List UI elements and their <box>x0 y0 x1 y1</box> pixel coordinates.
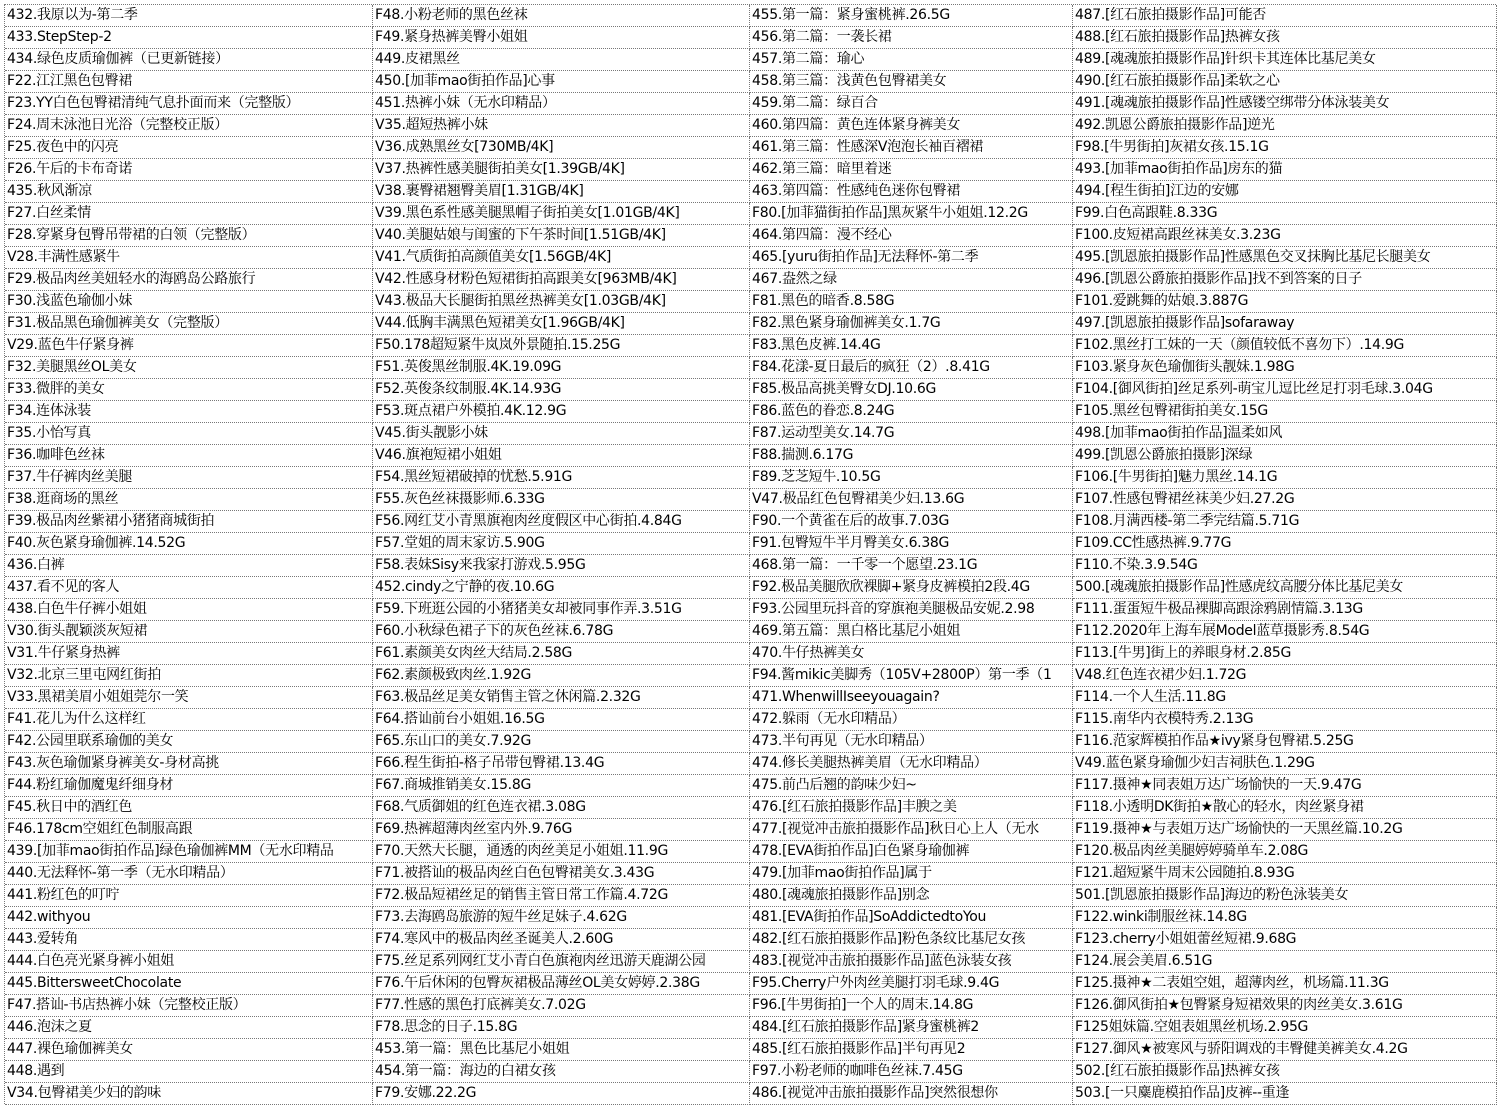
table-cell: F75.丝足系列网红艾小青白色旗袍肉丝迅游天鹿湖公园 <box>373 951 750 973</box>
table-cell: 482.[红石旅拍摄影作品]粉色条纹比基尼女孩 <box>750 929 1073 951</box>
table-cell: F23.YY白色包臀裙清纯气息扑面而来（完整版） <box>5 93 373 115</box>
table-cell: F28.穿紧身包臀吊带裙的白领（完整版） <box>5 225 373 247</box>
table-cell: F59.下班逛公园的小猪猪美女却被同事作弄.3.51G <box>373 599 750 621</box>
table-cell: V47.极品红色包臀裙美少妇.13.6G <box>750 489 1073 511</box>
table-cell: F74.寒风中的极品肉丝圣诞美人.2.60G <box>373 929 750 951</box>
table-cell: F30.浅蓝色瑜伽小妹 <box>5 291 373 313</box>
table-cell: 438.白色牛仔裤小姐姐 <box>5 599 373 621</box>
table-cell: F109.CC性感热裤.9.77G <box>1073 533 1497 555</box>
table-cell: 503.[一只麋鹿模拍作品]皮裤--重逢 <box>1073 1083 1497 1105</box>
table-cell: V37.热裤性感美腿街拍美女[1.39GB/4K] <box>373 159 750 181</box>
table-cell: 443.爱转角 <box>5 929 373 951</box>
table-cell: 469.第五篇：黑白格比基尼小姐姐 <box>750 621 1073 643</box>
table-cell: 495.[凯恩旅拍摄影作品]性感黑色交叉抹胸比基尼长腿美女 <box>1073 247 1497 269</box>
table-cell: F126.御风街拍★包臀紧身短裙效果的肉丝美女.3.61G <box>1073 995 1497 1017</box>
table-cell: 463.第四篇：性感纯色迷你包臀裙 <box>750 181 1073 203</box>
table-cell: F54.黑丝短裙破掉的忧愁.5.91G <box>373 467 750 489</box>
table-cell: 484.[红石旅拍摄影作品]紧身蜜桃裤2 <box>750 1017 1073 1039</box>
table-cell: F22.江江黑色包臀裙 <box>5 71 373 93</box>
table-cell: F92.极品美腿欣欣裸脚+紧身皮裤模拍2段.4G <box>750 577 1073 599</box>
table-cell: F66.程生街拍-格子吊带包臀裙.13.4G <box>373 753 750 775</box>
table-cell: F88.揣测.6.17G <box>750 445 1073 467</box>
table-cell: 486.[视觉冲击旅拍摄影作品]突然很想你 <box>750 1083 1073 1105</box>
table-cell: 454.第一篇：海边的白裙女孩 <box>373 1061 750 1083</box>
table-cell: V28.丰满性感紧牛 <box>5 247 373 269</box>
table-cell: F46.178cm空姐红色制服高跟 <box>5 819 373 841</box>
table-cell: 488.[红石旅拍摄影作品]热裤女孩 <box>1073 27 1497 49</box>
table-cell: 457.第二篇：瑜心 <box>750 49 1073 71</box>
table-cell: F53.斑点裙户外模拍.4K.12.9G <box>373 401 750 423</box>
table-cell: F119.摄神★与表姐万达广场愉快的一天黑丝篇.10.2G <box>1073 819 1497 841</box>
table-cell: F97.小粉老师的咖啡色丝袜.7.45G <box>750 1061 1073 1083</box>
table-cell: F68.气质御姐的红色连衣裙.3.08G <box>373 797 750 819</box>
table-cell: 441.粉红色的叮咛 <box>5 885 373 907</box>
table-cell: F64.搭讪前台小姐姐.16.5G <box>373 709 750 731</box>
table-cell: F49.紧身热裤美臀小姐姐 <box>373 27 750 49</box>
table-cell: F72.极品短裙丝足的销售主管日常工作篇.4.72G <box>373 885 750 907</box>
table-cell: F95.Cherry户外肉丝美腿打羽毛球.9.4G <box>750 973 1073 995</box>
table-cell: 455.第一篇：紧身蜜桃裤.26.5G <box>750 5 1073 27</box>
table-cell: F112.2020年上海车展Model蓝草摄影秀.8.54G <box>1073 621 1497 643</box>
table-cell: 485.[红石旅拍摄影作品]半句再见2 <box>750 1039 1073 1061</box>
table-cell: F91.包臀短牛半月臀美女.6.38G <box>750 533 1073 555</box>
table-cell: F105.黑丝包臀裙街拍美女.15G <box>1073 401 1497 423</box>
table-cell: F55.灰色丝袜摄影师.6.33G <box>373 489 750 511</box>
table-cell: F90.一个黄雀在后的故事.7.03G <box>750 511 1073 533</box>
table-cell: V33.黑裙美眉小姐姐莞尔一笑 <box>5 687 373 709</box>
table-cell: F42.公园里联系瑜伽的美女 <box>5 731 373 753</box>
table-cell: F101.爱跳舞的姑娘.3.887G <box>1073 291 1497 313</box>
table-cell: 436.白裤 <box>5 555 373 577</box>
table-cell: 452.cindy之宁静的夜.10.6G <box>373 577 750 599</box>
table-cell: F87.运动型美女.14.7G <box>750 423 1073 445</box>
table-cell: F26.午后的卡布奇诺 <box>5 159 373 181</box>
table-cell: F98.[牛男街拍]灰裙女孩.15.1G <box>1073 137 1497 159</box>
table-cell: V43.极品大长腿街拍黑丝热裤美女[1.03GB/4K] <box>373 291 750 313</box>
table-cell: F70.天然大长腿，通透的肉丝美足小姐姐.11.9G <box>373 841 750 863</box>
table-cell: 496.[凯恩公爵旅拍摄影作品]找不到答案的日子 <box>1073 269 1497 291</box>
table-cell: F52.英俊条纹制服.4K.14.93G <box>373 379 750 401</box>
table-cell: F89.芝芝短牛.10.5G <box>750 467 1073 489</box>
table-cell: F113.[牛男]街上的养眼身材.2.85G <box>1073 643 1497 665</box>
table-cell: 448.遇到 <box>5 1061 373 1083</box>
table-cell: F33.微胖的美女 <box>5 379 373 401</box>
table-cell: 439.[加菲mao街拍作品]绿色瑜伽裤MM（无水印精品 <box>5 841 373 863</box>
table-cell: 434.绿色皮质瑜伽裤（已更新链接） <box>5 49 373 71</box>
table-cell: F103.紧身灰色瑜伽街头靓妹.1.98G <box>1073 357 1497 379</box>
table-cell: V35.超短热裤小妹 <box>373 115 750 137</box>
table-cell: F44.粉红瑜伽魔鬼纤细身材 <box>5 775 373 797</box>
table-cell: F34.连体泳装 <box>5 401 373 423</box>
table-cell: F102.黑丝打工妹的一天（颜值较低不喜勿下）.14.9G <box>1073 335 1497 357</box>
table-cell: 502.[红石旅拍摄影作品]热裤女孩 <box>1073 1061 1497 1083</box>
table-cell: 479.[加菲mao街拍作品]属于 <box>750 863 1073 885</box>
table-cell: F58.表妹Sisy来我家打游戏.5.95G <box>373 555 750 577</box>
table-cell: F122.winki制服丝袜.14.8G <box>1073 907 1497 929</box>
table-cell: F69.热裤超薄肉丝室内外.9.76G <box>373 819 750 841</box>
table-cell: 464.第四篇：漫不经心 <box>750 225 1073 247</box>
table-cell: 460.第四篇：黄色连体紧身裤美女 <box>750 115 1073 137</box>
table-cell: V41.气质街拍高颜值美女[1.56GB/4K] <box>373 247 750 269</box>
table-cell: 487.[红石旅拍摄影作品]可能否 <box>1073 5 1497 27</box>
table-cell: 433.StepStep-2 <box>5 27 373 49</box>
table-cell: 451.热裤小妹（无水印精品） <box>373 93 750 115</box>
table-cell: F118.小透明DK街拍★散心的轻水，肉丝紧身裙 <box>1073 797 1497 819</box>
table-cell: F100.皮短裙高跟丝袜美女.3.23G <box>1073 225 1497 247</box>
table-cell: 458.第三篇：浅黄色包臀裙美女 <box>750 71 1073 93</box>
table-cell: F27.白丝柔情 <box>5 203 373 225</box>
table-cell: 490.[红石旅拍摄影作品]柔软之心 <box>1073 71 1497 93</box>
table-cell: F111.蛋蛋短牛极品裸脚高跟涂鸦剧情篇.3.13G <box>1073 599 1497 621</box>
table-cell: 432.我原以为-第二季 <box>5 5 373 27</box>
table-cell: F117.摄神★同表姐万达广场愉快的一天.9.47G <box>1073 775 1497 797</box>
table-cell: F41.花儿为什么这样红 <box>5 709 373 731</box>
table-cell: 467.盎然之绿 <box>750 269 1073 291</box>
table-cell: V42.性感身材粉色短裙街拍高跟美女[963MB/4K] <box>373 269 750 291</box>
table-cell: 445.BittersweetChocolate <box>5 973 373 995</box>
table-cell: F81.黑色的暗香.8.58G <box>750 291 1073 313</box>
table-cell: F40.灰色紧身瑜伽裤.14.52G <box>5 533 373 555</box>
table-cell: 480.[魂魂旅拍摄影作品]别念 <box>750 885 1073 907</box>
table-cell: F121.超短紧牛周末公园随拍.8.93G <box>1073 863 1497 885</box>
table-cell: F39.极品肉丝紫裙小猪猪商城街拍 <box>5 511 373 533</box>
table-cell: 478.[EVA街拍作品]白色紧身瑜伽裤 <box>750 841 1073 863</box>
table-cell: 449.皮裙黑丝 <box>373 49 750 71</box>
table-cell: F61.素颜美女肉丝大结局.2.58G <box>373 643 750 665</box>
listing-table <box>4 4 1496 1104</box>
table-cell: V30.街头靓颖淡灰短裙 <box>5 621 373 643</box>
table-cell: 492.凯恩公爵旅拍摄影作品]逆光 <box>1073 115 1497 137</box>
table-cell: 447.裸色瑜伽裤美女 <box>5 1039 373 1061</box>
table-cell: F116.范家辉模拍作品★ivy紧身包臀裙.5.25G <box>1073 731 1497 753</box>
table-cell: F25.夜色中的闪亮 <box>5 137 373 159</box>
table-cell: F84.花漾-夏日最后的疯狂（2）.8.41G <box>750 357 1073 379</box>
table-cell: F79.安娜.22.2G <box>373 1083 750 1105</box>
table-cell: F106.[牛男街拍]魅力黑丝.14.1G <box>1073 467 1497 489</box>
table-cell: F99.白色高跟鞋.8.33G <box>1073 203 1497 225</box>
table-cell: 491.[魂魂旅拍摄影作品]性感镂空绑带分体泳装美女 <box>1073 93 1497 115</box>
table-cell: 442.withyou <box>5 907 373 929</box>
table-cell: F65.东山口的美女.7.92G <box>373 731 750 753</box>
table-cell: 435.秋风渐凉 <box>5 181 373 203</box>
table-cell: F51.英俊黑丝制服.4K.19.09G <box>373 357 750 379</box>
table-cell: F35.小怡写真 <box>5 423 373 445</box>
table-cell: V39.黑色系性感美腿黑帽子街拍美女[1.01GB/4K] <box>373 203 750 225</box>
table-cell: F104.[御风街拍]丝足系列-萌宝儿逗比丝足打羽毛球.3.04G <box>1073 379 1497 401</box>
table-cell: F93.公园里玩抖音的穿旗袍美腿极品安妮.2.98 <box>750 599 1073 621</box>
table-cell: 440.无法释怀-第一季（无水印精品） <box>5 863 373 885</box>
table-cell: F57.堂姐的周末家访.5.90G <box>373 533 750 555</box>
table-cell: 444.白色亮光紧身裤小姐姐 <box>5 951 373 973</box>
table-cell: 437.看不见的客人 <box>5 577 373 599</box>
table-cell: V38.裹臀裙翘臀美眉[1.31GB/4K] <box>373 181 750 203</box>
table-cell: V32.北京三里屯网红街拍 <box>5 665 373 687</box>
table-cell: 476.[红石旅拍摄影作品]丰腴之美 <box>750 797 1073 819</box>
table-cell: F63.极品丝足美女销售主管之休闲篇.2.32G <box>373 687 750 709</box>
table-cell: F71.被搭讪的极品肉丝白色包臀裙美女.3.43G <box>373 863 750 885</box>
table-cell: V36.成熟黑丝女[730MB/4K] <box>373 137 750 159</box>
table-cell: 470.牛仔热裤美女 <box>750 643 1073 665</box>
table-cell: V44.低胸丰满黑色短裙美女[1.96GB/4K] <box>373 313 750 335</box>
table-cell: 475.前凸后翘的韵味少妇~ <box>750 775 1073 797</box>
table-cell: 472.躲雨（无水印精品） <box>750 709 1073 731</box>
table-cell: F24.周末泳池日光浴（完整校正版） <box>5 115 373 137</box>
table-cell: 456.第二篇：一袭长裙 <box>750 27 1073 49</box>
table-cell: F60.小秋绿色裙子下的灰色丝袜.6.78G <box>373 621 750 643</box>
table-cell: V34.包臀裙美少妇的韵味 <box>5 1083 373 1105</box>
table-cell: F37.牛仔裤肉丝美腿 <box>5 467 373 489</box>
table-cell: F45.秋日中的酒红色 <box>5 797 373 819</box>
table-cell: 471.WhenwillIseeyouagain? <box>750 687 1073 709</box>
table-cell: F47.搭讪-书店热裤小妹（完整校正版） <box>5 995 373 1017</box>
table-cell: 473.半句再见（无水印精品） <box>750 731 1073 753</box>
table-cell: F48.小粉老师的黑色丝袜 <box>373 5 750 27</box>
table-cell: F76.午后休闲的包臀灰裙极品薄丝OL美女婷婷.2.38G <box>373 973 750 995</box>
table-cell: 498.[加菲mao街拍作品]温柔如风 <box>1073 423 1497 445</box>
table-cell: V29.蓝色牛仔紧身裤 <box>5 335 373 357</box>
table-cell: V49.蓝色紧身瑜伽少妇吉祠肤色.1.29G <box>1073 753 1497 775</box>
table-cell: F36.咖啡色丝袜 <box>5 445 373 467</box>
table-cell: 474.修长美腿热裤美眉（无水印精品） <box>750 753 1073 775</box>
table-cell: F114.一个人生活.11.8G <box>1073 687 1497 709</box>
table-cell: 462.第三篇：暗里着迷 <box>750 159 1073 181</box>
table-cell: 468.第一篇：一千零一个愿望.23.1G <box>750 555 1073 577</box>
table-cell: V31.牛仔紧身热裤 <box>5 643 373 665</box>
table-cell: F80.[加菲猫街拍作品]黑灰紧牛小姐姐.12.2G <box>750 203 1073 225</box>
table-cell: F82.黑色紧身瑜伽裤美女.1.7G <box>750 313 1073 335</box>
table-cell: 465.[yuru街拍作品]无法释怀-第二季 <box>750 247 1073 269</box>
table-cell: F50.178超短紧牛岚岚外景随拍.15.25G <box>373 335 750 357</box>
table-cell: 489.[魂魂旅拍摄影作品]针织卡其连体比基尼美女 <box>1073 49 1497 71</box>
table-cell: F77.性感的黑色打底裤美女.7.02G <box>373 995 750 1017</box>
table-cell: F31.极品黑色瑜伽裤美女（完整版） <box>5 313 373 335</box>
table-cell: 499.[凯恩公爵旅拍摄影]深绿 <box>1073 445 1497 467</box>
table-cell: F38.逛商场的黑丝 <box>5 489 373 511</box>
table-cell: 497.[凯恩旅拍摄影作品]sofaraway <box>1073 313 1497 335</box>
table-cell: F96.[牛男街拍]一个人的周末.14.8G <box>750 995 1073 1017</box>
table-cell: 461.第三篇：性感深V泡泡长袖百褶裙 <box>750 137 1073 159</box>
table-cell: F94.酱mikic美脚秀（105V+2800P）第一季（1 <box>750 665 1073 687</box>
table-cell: 453.第一篇：黑色比基尼小姐姐 <box>373 1039 750 1061</box>
table-cell: V46.旗袍短裙小姐姐 <box>373 445 750 467</box>
table-cell: F123.cherry小姐姐蕾丝短裙.9.68G <box>1073 929 1497 951</box>
table-cell: 493.[加菲mao街拍作品]房东的猫 <box>1073 159 1497 181</box>
table-cell: F62.素颜极致肉丝.1.92G <box>373 665 750 687</box>
table-cell: 483.[视觉冲击旅拍摄影作品]蓝色泳装女孩 <box>750 951 1073 973</box>
table-cell: F120.极品肉丝美腿婷婷骑单车.2.08G <box>1073 841 1497 863</box>
table-cell: F29.极品肉丝美妞轻水的海鸥岛公路旅行 <box>5 269 373 291</box>
table-cell: 494.[程生街拍]江边的安娜 <box>1073 181 1497 203</box>
table-cell: F115.南华内衣模特秀.2.13G <box>1073 709 1497 731</box>
table-cell: 459.第二篇：绿百合 <box>750 93 1073 115</box>
table-cell: 446.泡沫之夏 <box>5 1017 373 1039</box>
table-cell: F124.展会美眉.6.51G <box>1073 951 1497 973</box>
table-cell: 501.[凯恩旅拍摄影作品]海边的粉色泳装美女 <box>1073 885 1497 907</box>
table-cell: 500.[魂魂旅拍摄影作品]性感虎纹高腰分体比基尼美女 <box>1073 577 1497 599</box>
table-cell: 477.[视觉冲击旅拍摄影作品]秋日心上人（无水 <box>750 819 1073 841</box>
table-cell: V45.街头靓影小妹 <box>373 423 750 445</box>
table-cell: F83.黑色皮裤.14.4G <box>750 335 1073 357</box>
table-cell: F78.思念的日子.15.8G <box>373 1017 750 1039</box>
table-cell: F56.网红艾小青黑旗袍肉丝度假区中心街拍.4.84G <box>373 511 750 533</box>
table-cell: F67.商城推销美女.15.8G <box>373 775 750 797</box>
table-cell: F125姐妹篇.空姐表姐黑丝机场.2.95G <box>1073 1017 1497 1039</box>
table-cell: 481.[EVA街拍作品]SoAddictedtoYou <box>750 907 1073 929</box>
table-cell: F73.去海鸥岛旅游的短牛丝足妹子.4.62G <box>373 907 750 929</box>
table-cell: F108.月满西楼-第二季完结篇.5.71G <box>1073 511 1497 533</box>
table-cell: F85.极品高挑美臀女DJ.10.6G <box>750 379 1073 401</box>
table-cell: V40.美腿姑娘与闺蜜的下午茶时间[1.51GB/4K] <box>373 225 750 247</box>
table-cell: F110.不染.3.9.54G <box>1073 555 1497 577</box>
table-cell: F125.摄神★二表姐空姐，超薄肉丝，机场篇.11.3G <box>1073 973 1497 995</box>
table-cell: F107.性感包臀裙丝袜美少妇.27.2G <box>1073 489 1497 511</box>
table-cell: F86.蓝色的眷恋.8.24G <box>750 401 1073 423</box>
table-cell: 450.[加菲mao街拍作品]心事 <box>373 71 750 93</box>
table-cell: V48.红色连衣裙少妇.1.72G <box>1073 665 1497 687</box>
table-cell: F127.御风★被寒风与骄阳调戏的丰臀健美裤美女.4.2G <box>1073 1039 1497 1061</box>
table-cell: F32.美腿黑丝OL美女 <box>5 357 373 379</box>
table-cell: F43.灰色瑜伽紧身裤美女-身材高挑 <box>5 753 373 775</box>
